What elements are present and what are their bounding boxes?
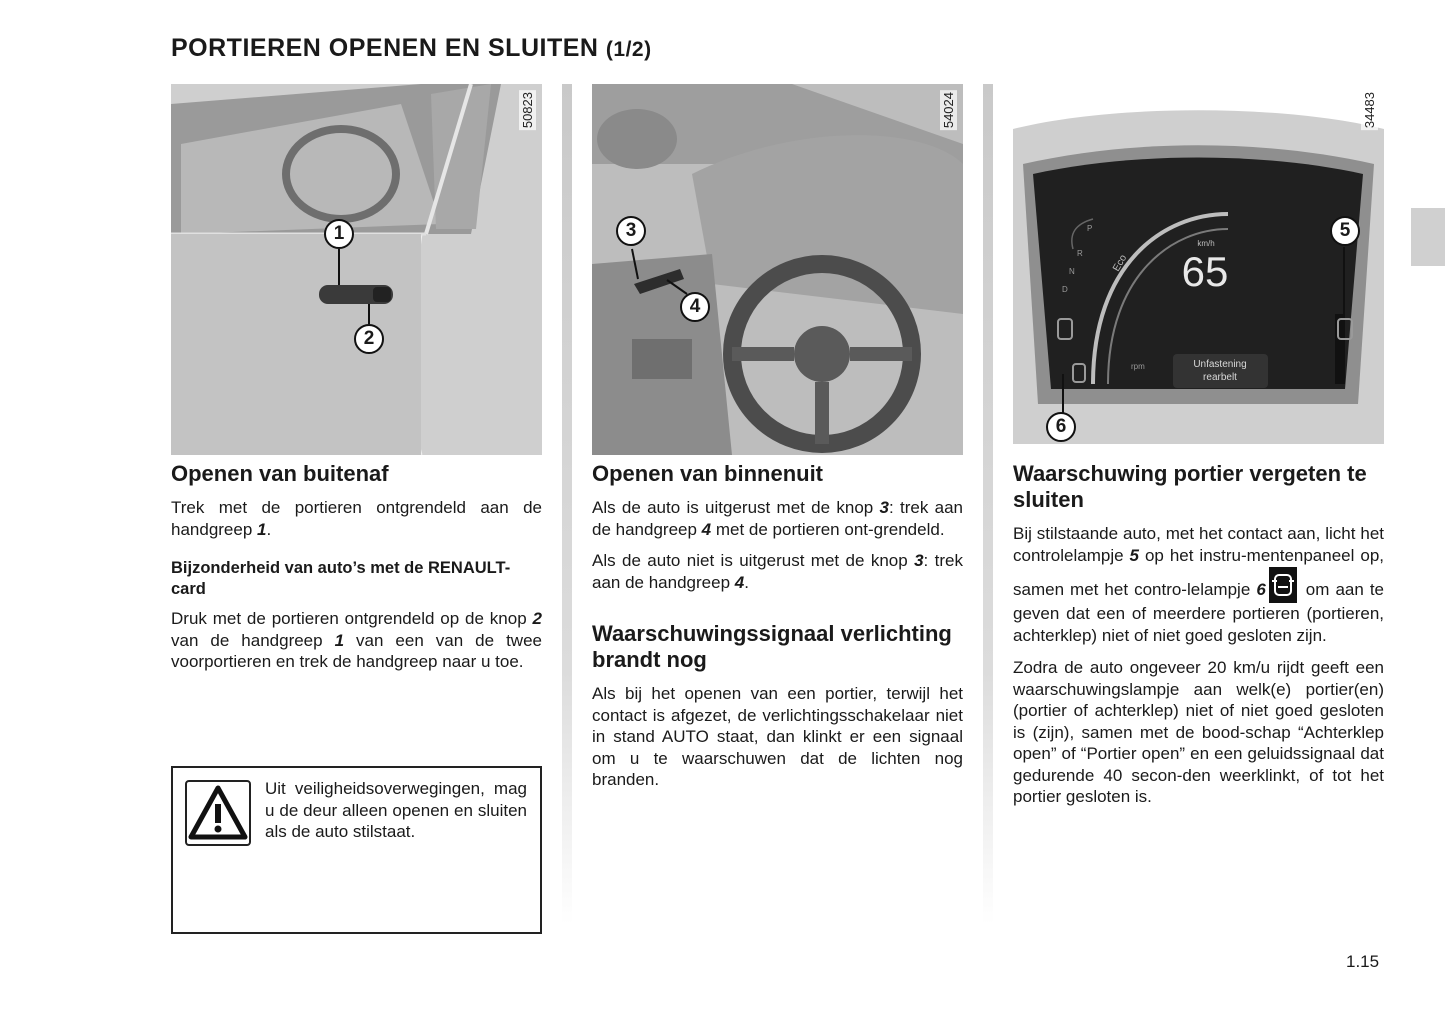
door-interior-illustration [592, 84, 963, 455]
section-tab [1411, 208, 1445, 266]
callout-2: 2 [354, 324, 384, 354]
column-divider [562, 84, 572, 924]
heading-openen-buitenaf: Openen van buitenaf [171, 461, 389, 486]
dashboard-illustration [1013, 84, 1384, 444]
heading-openen-binnenuit: Openen van binnenuit [592, 461, 824, 486]
heading-verlichting: Waarschuwingssignaal verlichting brandt nog [592, 621, 952, 672]
column-1 [171, 84, 542, 683]
warning-box [171, 766, 542, 934]
paragraph: Als bij het openen van een portier, terwijl het contact is afgezet, de verlichtingsschakelaar niet in stand AUTO staat, dan klinkt er een signaal om u te waarschuwen dat de lichten nog branden. [592, 684, 963, 789]
page-title-main: PORTIEREN OPENEN EN SLUITEN [171, 34, 599, 62]
dashboard-eco: Eco [1111, 253, 1130, 274]
dashboard-message-2: rearbelt [1203, 372, 1237, 383]
dashboard-unit: km/h [1197, 239, 1215, 248]
gear-p: P [1087, 224, 1093, 233]
paragraph: Als de auto is uitgerust met de knop 3: trek aan de handgreep 4 met de portieren ont-grendeld. [592, 498, 963, 539]
callout-5: 5 [1330, 216, 1360, 246]
column-2 [592, 84, 963, 801]
callout-1: 1 [324, 219, 354, 249]
column-3 [1013, 84, 1384, 818]
figure-dashboard [1013, 84, 1384, 444]
page-number: 1.15 [1346, 952, 1380, 971]
gear-n: N [1069, 267, 1075, 276]
callout-6: 6 [1046, 412, 1076, 442]
callout-3: 3 [616, 216, 646, 246]
subheading-renault-card: Bijzonderheid van auto’s met de RENAULT-card [171, 559, 511, 598]
dashboard-speed: 65 [1181, 248, 1229, 295]
column-divider [983, 84, 993, 924]
callout-4: 4 [680, 292, 710, 322]
figure-door-interior [592, 84, 963, 455]
figure-code: 54024 [941, 92, 956, 129]
dashboard-rpm: rpm [1131, 362, 1145, 371]
paragraph: Druk met de portieren ontgrendeld op de knop 2 van de handgreep 1 van een van de twee voorportieren en trek de handgreep naar u toe. [171, 609, 542, 671]
gear-r: R [1077, 249, 1083, 258]
figure-code: 34483 [1362, 92, 1377, 129]
figure-code: 50823 [520, 92, 535, 129]
paragraph: Zodra de auto ongeveer 20 km/u rijdt geeft een waarschuwingslampje aan welk(e) portier(en) (portier of achterklep) niet of niet goed gesloten is (zijn), samen met de bood-schap “Achterklep open” of “Portier open” en een geluidssignaal dat gedurende 40 secon-den weerklinkt, of tot het portier gesloten is. [1013, 658, 1384, 806]
warning-text: Uit veiligheidsoverwegingen, mag u de deur alleen openen en sluiten als de auto stilstaat. [265, 779, 527, 841]
door-exterior-illustration [171, 84, 542, 455]
gear-d: D [1062, 285, 1068, 294]
paragraph: Als de auto niet is uitgerust met de knop 3: trek aan de handgreep 4. [592, 551, 963, 592]
door-open-lamp-icon [1269, 567, 1297, 603]
page-title [171, 34, 652, 63]
paragraph: Trek met de portieren ontgrendeld aan de handgreep 1. [171, 498, 542, 539]
figure-door-exterior [171, 84, 542, 455]
heading-portier-vergeten: Waarschuwing portier vergeten te sluiten [1013, 461, 1367, 512]
paragraph: Bij stilstaande auto, met het contact aan, licht het controlelampje 5 op het instru-mentenpaneel op, samen met het contro-lelampje 6 om aan te geven dat een of meerdere portieren (portieren, achterklep) niet of niet goed gesloten zijn. [1013, 524, 1385, 645]
warning-triangle-icon [185, 780, 251, 846]
page-title-part: (1/2) [605, 38, 652, 61]
dashboard-message-1: Unfastening [1193, 359, 1247, 370]
